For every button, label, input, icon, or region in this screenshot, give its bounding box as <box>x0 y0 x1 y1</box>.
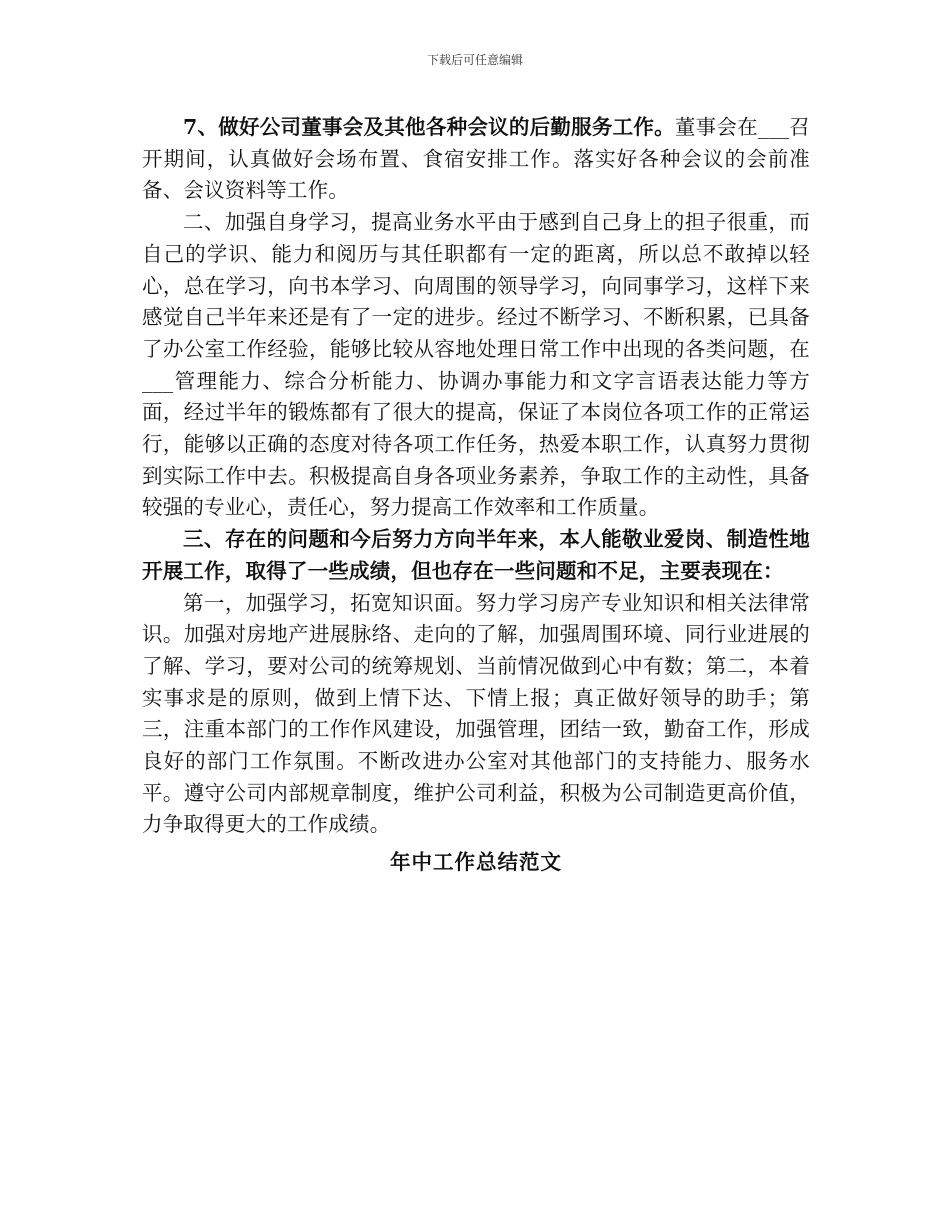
paragraph-meeting-services <box>142 112 810 207</box>
paragraph-self-study: 二、加强自身学习，提高业务水平由于感到自己身上的担子很重，而自己的学识、能力和阅历与其任职都有一定的距离，所以总不敢掉以轻心，总在学习，向书本学习、向周围的领导学习，向同事学习，这样下来感觉自己半年来还是有了一定的进步。经过不断学习、不断积累，已具备了办公室工作经验，能够比较从容地处理日常工作中出现的各类问题，在___管理能力、综合分析能力、协调办事能力和文字言语表达能力等方面，经过半年的锻炼都有了很大的提高，保证了本岗位各项工作的正常运行，能够以正确的态度对待各项工作任务，热爱本职工作，认真努力贯彻到实际工作中去。积极提高自身各项业务素养，争取工作的主动性，具备较强的专业心，责任心，努力提高工作效率和工作质量。 <box>142 210 810 520</box>
paragraph-improvements: 第一，加强学习，拓宽知识面。努力学习房产专业知识和相关法律常识。加强对房地产进展脉络、走向的了解，加强周围环境、同行业进展的了解、学习，要对公司的统筹规划、当前情况做到心中有数；第二，本着实事求是的原则，做到上情下达、下情上报；真正做好领导的助手；第三，注重本部门的工作作风建设，加强管理，团结一致，勤奋工作，形成良好的部门工作氛围。不断改进办公室对其他部门的支持能力、服务水平。遵守公司内部规章制度，维护公司利益，积极为公司制造更高价值，力争取得更大的工作成绩。 <box>142 590 810 837</box>
paragraph-meeting-services-lead: 7、做好公司董事会及其他各种会议的后勤服务工作。 <box>183 115 675 139</box>
page-header: 下载后可任意编辑 <box>426 53 523 67</box>
section-title: 年中工作总结范文 <box>390 850 562 875</box>
paragraph-meeting-services-text: 董事会在___召开期间，认真做好会场布置、食宿安排工作。落实好各种会议的会前准备、会议资料等工作。 <box>142 115 810 203</box>
document-body <box>142 112 810 879</box>
paragraph-problems: 三、存在的问题和今后努力方向半年来，本人能敬业爱岗、制造性地开展工作，取得了一些成绩，但也存在一些问题和不足，主要表现在： <box>142 527 810 583</box>
